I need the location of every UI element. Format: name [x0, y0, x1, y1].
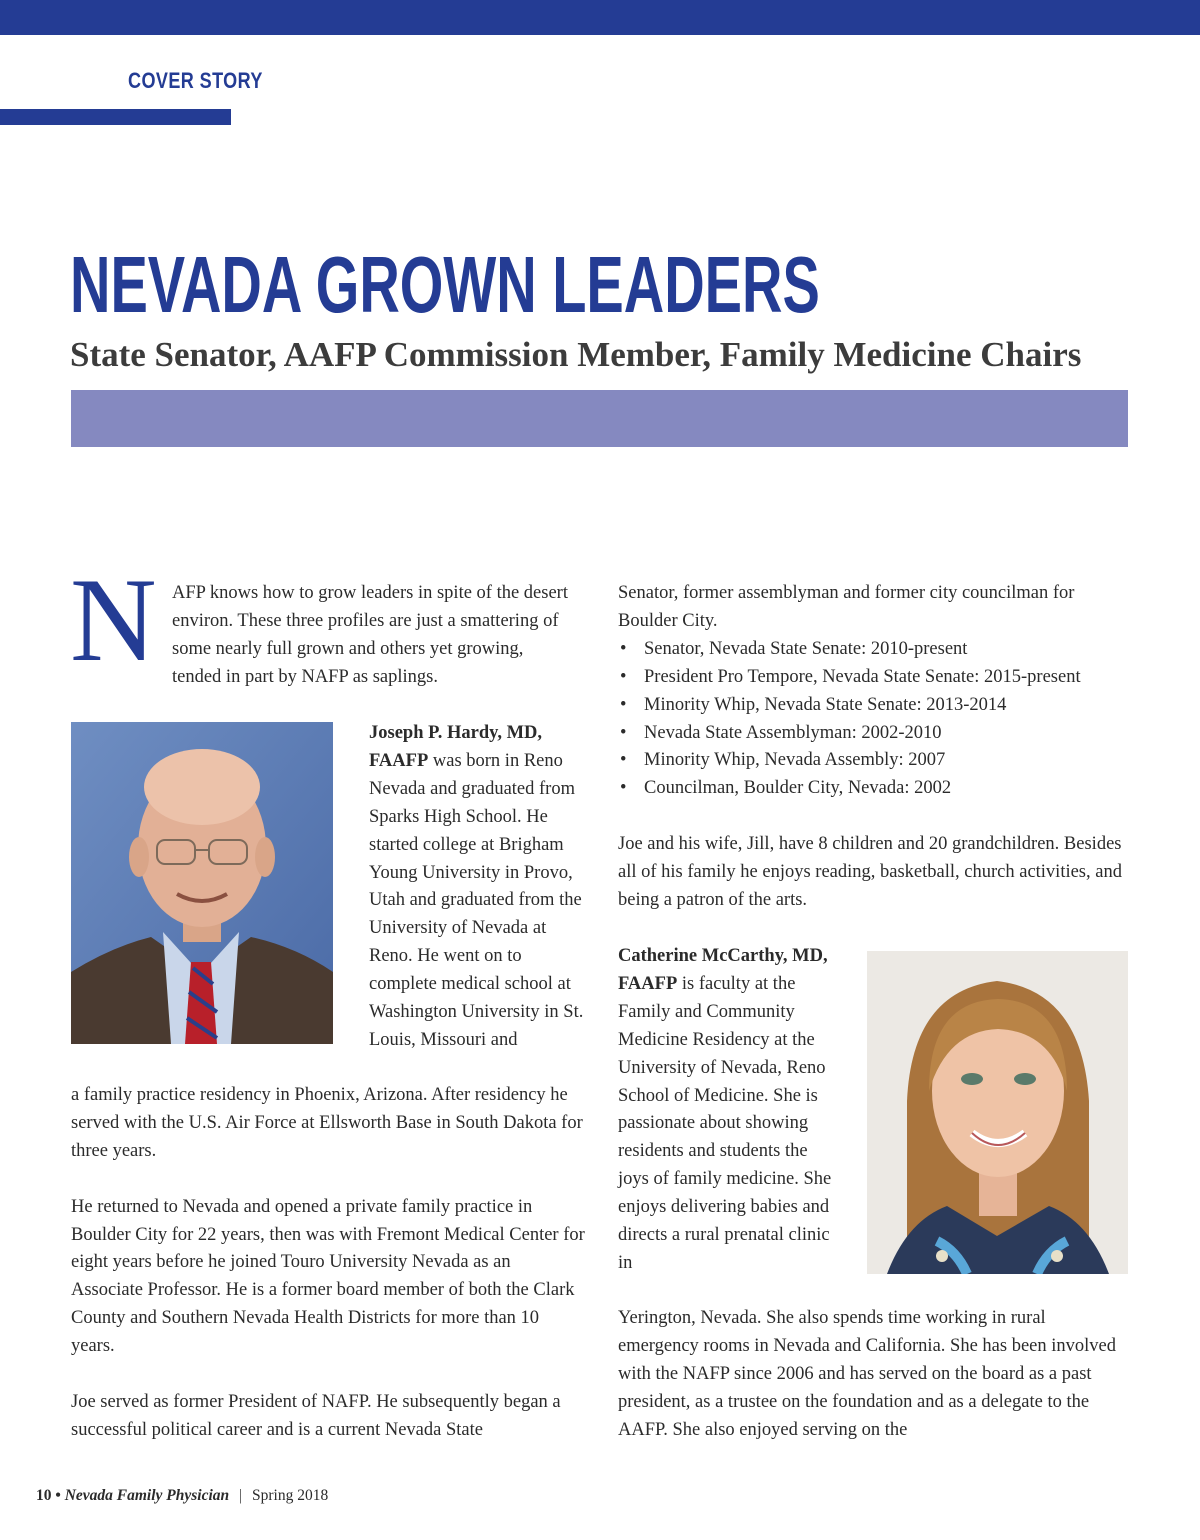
right-column [618, 580, 1128, 915]
drop-cap: N [70, 553, 157, 686]
hardy-para-3: Joe served as former President of NAFP. He subsequently began a successful political career and is a current Nevada State [71, 1391, 561, 1440]
mccarthy-bio-full [618, 1305, 1128, 1445]
page-number: 10 [36, 1487, 52, 1504]
section-rule [0, 109, 231, 125]
article-title: NEVADA GROWN LEADERS [70, 240, 820, 329]
hardy-bio-full [71, 1082, 586, 1445]
hardy-family: Joe and his wife, Jill, have 8 children and 20 grandchildren. Besides all of his family he enjoys reading, basketball, church activities, and being a patron of the arts. [618, 834, 1122, 910]
mccarthy-bio-wrap [618, 943, 836, 1278]
publication-name: Nevada Family Physician [64, 1487, 230, 1504]
issue-date: Spring 2018 [252, 1487, 329, 1504]
section-label: COVER STORY [128, 68, 263, 93]
hardy-name: Joseph P. Hardy, MD, FAAFP [369, 723, 543, 771]
hardy-bio-wrap-text: was born in Reno Nevada and graduated from Sparks High School. He started college at Brigham Young University in Provo, Utah and graduated from the University of Nevada at Reno. He went on to complete medical school at Washington University in St. Louis, Missouri and [369, 750, 584, 1050]
position-item: • Minority Whip, Nevada State Senate: 2013-2014 [618, 692, 1128, 720]
hardy-para-2: He returned to Nevada and opened a private family practice in Boulder City for 22 years, then was with Fremont Medical Center for eight years before he joined Touro University Nevada as an Associate Professor. He is a former board member of both the Clark County and Southern Nevada Health Districts for more than 10 years. [71, 1196, 585, 1357]
top-header-bar [0, 0, 1200, 35]
hardy-para-3-continued: Senator, former assemblyman and former city councilman for Boulder City. [618, 583, 1075, 631]
footer-bullet: • [55, 1487, 61, 1504]
intro-paragraph: AFP knows how to grow leaders in spite of the desert environ. These three profiles are just a smattering of some nearly full grown and others yet growing, tended in part by NAFP as saplings. [172, 583, 568, 687]
article-subtitle: State Senator, AAFP Commission Member, Family Medicine Chairs [70, 335, 1082, 374]
mccarthy-photo [867, 951, 1128, 1274]
mccarthy-bio-wrap-text: is faculty at the Family and Community Medicine Residency at the University of Nevada, Reno School of Medicine. She is passionate about showing residents and students the joys of family medicine. She enjoys delivering babies and directs a rural prenatal clinic in [618, 973, 832, 1273]
hardy-positions-list [618, 636, 1128, 803]
position-item: • Nevada State Assemblyman: 2002-2010 [618, 720, 1128, 748]
mccarthy-bio-full-text: Yerington, Nevada. She also spends time working in rural emergency rooms in Nevada and California. She has been involved with the NAFP since 2006 and has served on the board as a past president, as a trustee on the foundation and as a delegate to the AAFP. She also enjoyed serving on the [618, 1308, 1116, 1440]
mccarthy-name: Catherine McCarthy, MD, FAAFP [618, 946, 828, 994]
position-item: • Minority Whip, Nevada Assembly: 2007 [618, 747, 1128, 775]
page-footer [36, 1487, 328, 1505]
position-item: • Councilman, Boulder City, Nevada: 2002 [618, 775, 1128, 803]
hardy-bio-full-text: a family practice residency in Phoenix, Arizona. After residency he served with the U.S. Air Force at Ellsworth Base in South Dakota for three years. [71, 1085, 583, 1161]
hardy-photo [71, 722, 333, 1044]
footer-divider: | [239, 1487, 243, 1504]
hardy-bio-wrap [369, 720, 584, 1055]
position-item: • Senator, Nevada State Senate: 2010-present [618, 636, 1128, 664]
position-item: • President Pro Tempore, Nevada State Senate: 2015-present [618, 664, 1128, 692]
decorative-band [71, 390, 1128, 447]
